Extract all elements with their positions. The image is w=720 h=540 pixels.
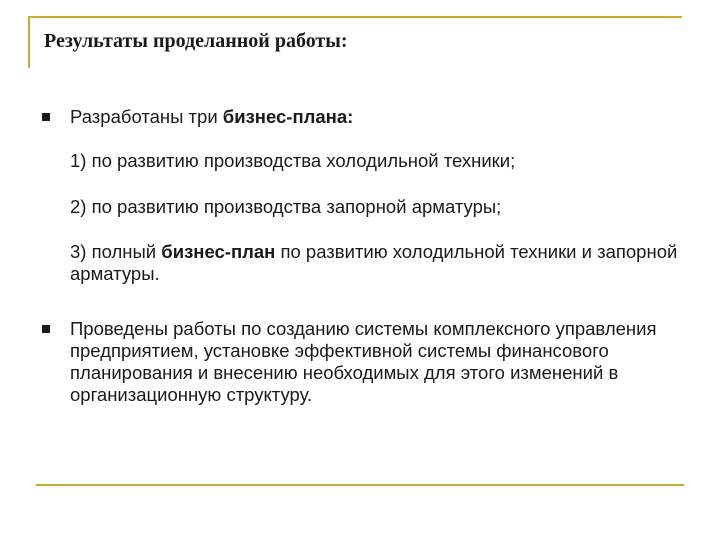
bullet-1-bold: бизнес-плана: (222, 106, 354, 127)
square-bullet-icon (42, 113, 50, 121)
list-item-3-suffix: по развитию холодильной техники и запорной арматуры. (70, 241, 678, 284)
list-item-2: 2) по развитию производства запорной арматуры; (70, 196, 502, 217)
list-item-1: 1) по развитию производства холодильной техники; (70, 150, 516, 171)
square-bullet-icon (42, 325, 50, 333)
list-item-3 (70, 241, 680, 285)
list-item-3-prefix: 3) полный (70, 241, 162, 262)
bullet-1-text (70, 106, 690, 128)
list-item-3-bold: бизнес-план (161, 241, 276, 262)
bullet-1-prefix: Разработаны три (70, 106, 223, 127)
bottom-divider-line (36, 484, 684, 486)
bullet-2-text: Проведены работы по созданию системы комплексного управления предприятием, установке эффективной системы финансового планирования и внесению необходимых для этого изменений в организационную структуру. (70, 318, 657, 405)
slide-title: Результаты проделанной работы: (44, 30, 348, 52)
